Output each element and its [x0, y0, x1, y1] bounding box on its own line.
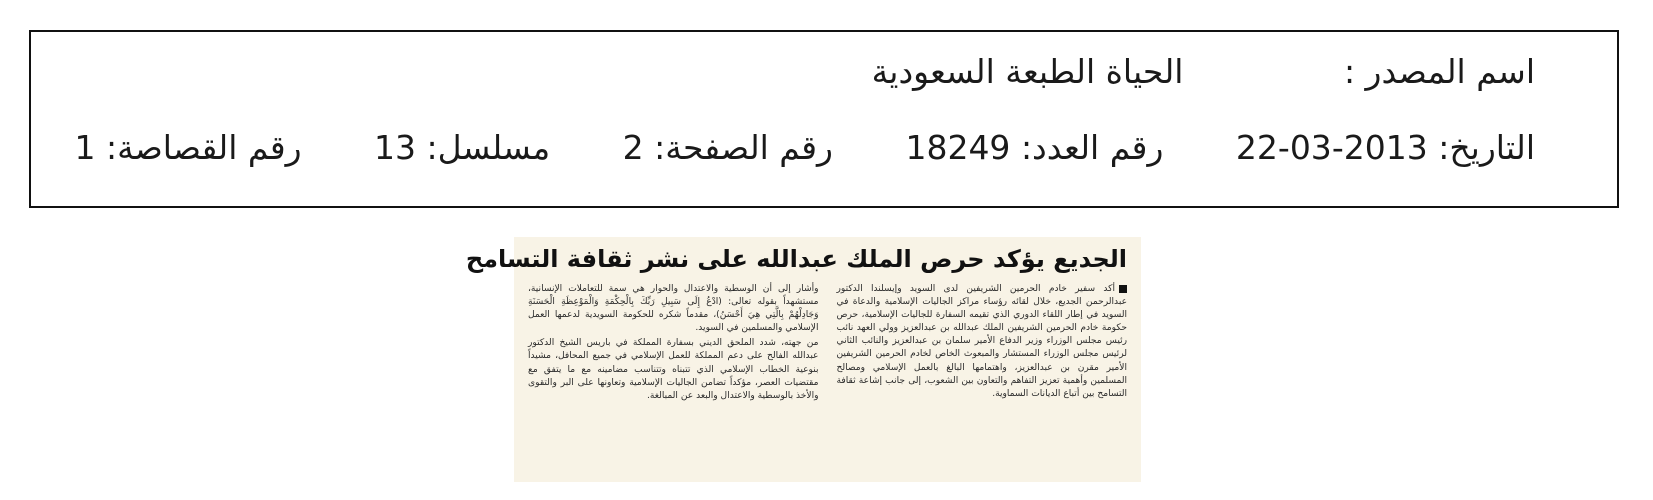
clip-number-label: رقم القصاصة: [105, 128, 302, 167]
clipping-column-right [837, 283, 1128, 405]
page-label: رقم الصفحة: [654, 128, 833, 167]
serial-label: مسلسل: [426, 128, 551, 167]
date-value: 2013-03-22 [1235, 128, 1428, 167]
clipping-info-box [29, 30, 1619, 208]
newspaper-clipping [465, 237, 1141, 482]
issue-field [905, 128, 1163, 167]
serial-value: 13 [374, 128, 417, 167]
date-field [1236, 128, 1535, 167]
article-paragraph [837, 283, 1128, 401]
source-label: اسم المصدر : [1343, 52, 1535, 91]
issue-label: رقم العدد: [1020, 128, 1164, 167]
clipping-headline: الجديع يؤكد حرص الملك عبدالله على نشر ثقافة التسامح [465, 245, 1127, 273]
clip-number-value: 1 [74, 128, 96, 167]
page-value: 2 [622, 128, 644, 167]
page-field [623, 128, 833, 167]
paragraph-text: أكد سفير خادم الحرمين الشريفين لدى السويد وإيسلندا الدكتور عبدالرحمن الجديع، خلال لقائه رؤساء مراكز الجاليات الإسلامية والدعاة في السويد في إطار اللقاء الدوري الذي تقيمه السفارة للجاليات الإسلامية، حرص حكومة خادم الحرمين الشريفين الملك عبدالله بن عبدالعزيز وولي العهد نائب رئيس مجلس الوزراء وزير الدفاع الأمير سلمان بن عبدالعزيز والنائب الثاني لرئيس مجلس الوزراء المستشار والمبعوث الخاص لخادم الحرمين الشريفين الأمير مقرن بن عبدالعزيز، واهتمامها البالغ بالعمل الإسلامي ومصالح المسلمين وأهمية تعزيز التفاهم والتعاون بين الشعوب، إلى جانب إشاعة ثقافة التسامح بين أتباع الديانات السماوية. [836, 284, 1127, 399]
meta-line [74, 128, 1535, 167]
issue-value: 18249 [905, 128, 1011, 167]
clipping-columns [528, 283, 1127, 405]
source-value: الحياة الطبعة السعودية [871, 52, 1184, 91]
bullet-square-icon [1119, 285, 1127, 293]
source-line [872, 52, 1535, 91]
clip-number-field [74, 128, 301, 167]
clipping-column-left [528, 283, 819, 405]
serial-field [374, 128, 550, 167]
article-paragraph: من جهته، شدد الملحق الديني بسفارة المملكة في باريس الشيخ الدكتور عبدالله الفالح على دعم المملكة للعمل الإسلامي في جميع المحافل، مشيداً بنوعية الخطاب الإسلامي الذي تتبناه وتتناسب مضامينه مع ما يتفق مع مقتضيات العصر، مؤكداً تضامن الجاليات الإسلامية وتعاونها على البر والتقوى والأخذ بالوسطية والاعتدال والبعد عن المبالغة. [528, 338, 819, 401]
article-paragraph: وأشار إلى أن الوسطية والاعتدال والحوار هي سمة للتعاملات الإنسانية، مستشهداً بقوله تعالى: (ادْعُ إِلَى سَبِيلِ رَبِّكَ بِالْحِكْمَةِ وَالْمَوْعِظَةِ الْحَسَنَةِ وَجَادِلْهُمْ بِالَّتِي هِيَ أَحْسَنُ)، مقدماً شكره للحكومة السويدية لدعمها العمل الإسلامي والمسلمين في السويد. [528, 284, 819, 334]
date-label: التاريخ: [1438, 128, 1535, 167]
